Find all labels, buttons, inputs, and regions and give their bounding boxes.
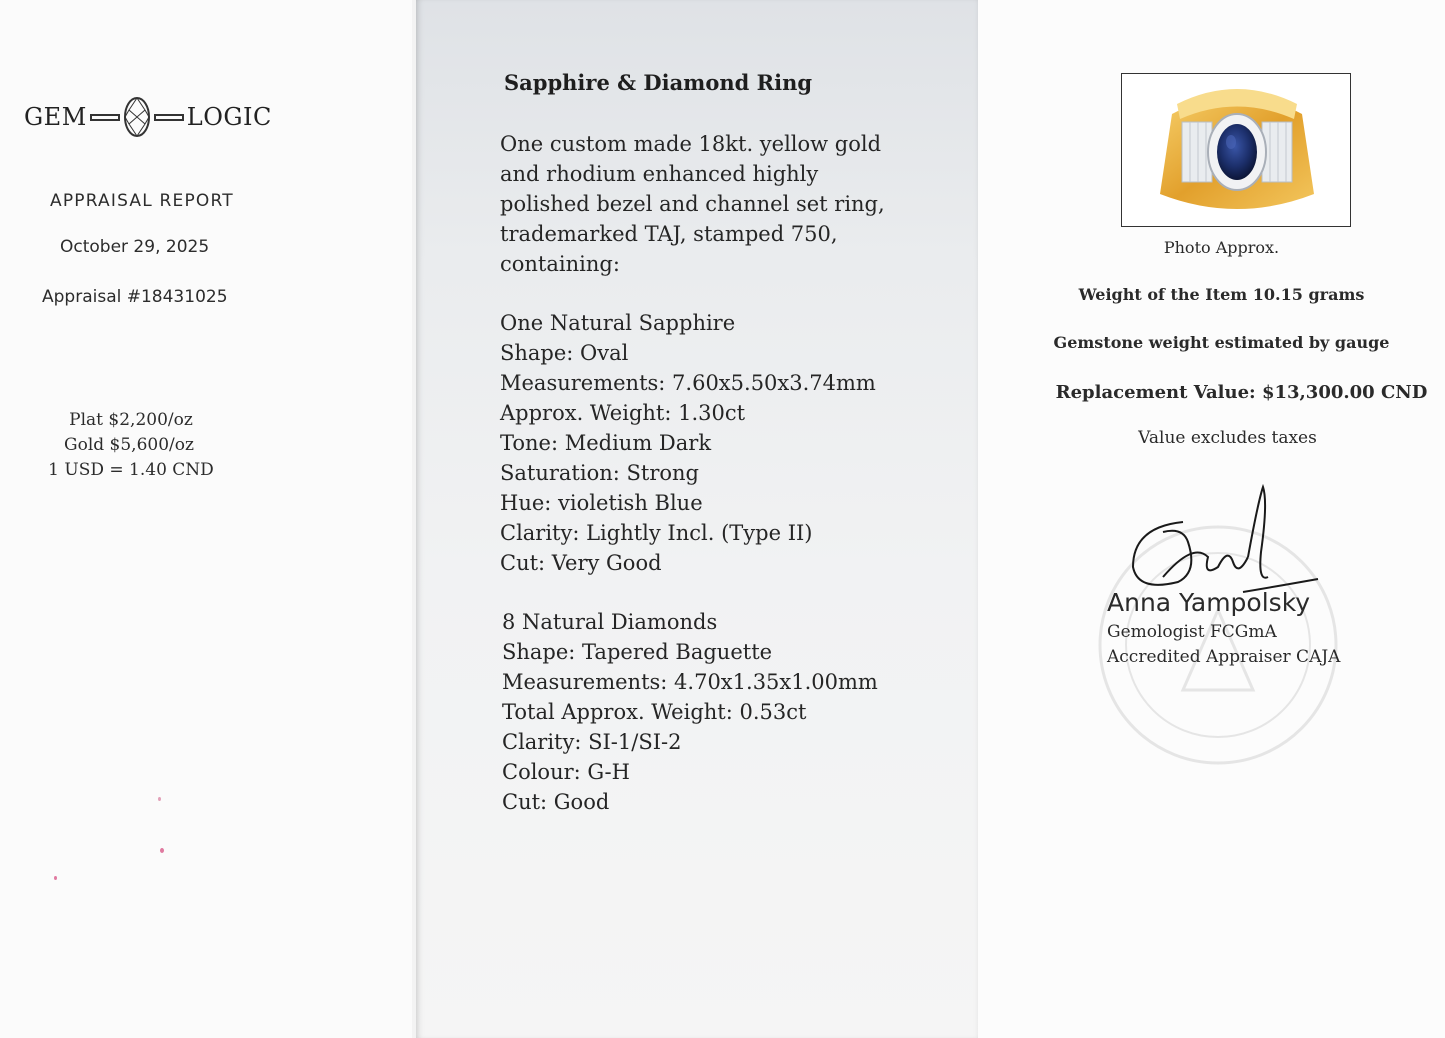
description-line: containing: — [500, 252, 620, 276]
sapphire-clarity: Clarity: Lightly Incl. (Type II) — [500, 521, 813, 545]
item-weight: Weight of the Item 10.15 grams — [1078, 285, 1365, 304]
tax-note: Value excludes taxes — [1138, 428, 1317, 448]
sapphire-weight: Approx. Weight: 1.30ct — [500, 401, 746, 425]
photo-caption: Photo Approx. — [1163, 238, 1280, 257]
logo-bar-left — [90, 114, 120, 121]
diamond-details — [502, 607, 878, 817]
diamond-clarity: Clarity: SI-1/SI-2 — [502, 730, 682, 754]
sapphire-heading: One Natural Sapphire — [500, 311, 736, 335]
gem-weight-note: Gemstone weight estimated by gauge — [1053, 333, 1390, 352]
appraiser-accreditation: Accredited Appraiser CAJA — [1107, 647, 1341, 667]
gold-rate: Gold $5,600/oz — [64, 435, 194, 455]
gem-logic-logo — [24, 96, 272, 138]
middle-panel — [412, 0, 986, 1038]
diamond-weight: Total Approx. Weight: 0.53ct — [502, 700, 807, 724]
diamond-heading: 8 Natural Diamonds — [502, 610, 718, 634]
currency-rate: 1 USD = 1.40 CND — [48, 460, 214, 480]
description-line: trademarked TAJ, stamped 750, — [500, 222, 838, 246]
diamond-cut: Cut: Good — [502, 790, 610, 814]
replacement-value: Replacement Value: $13,300.00 CND — [1055, 382, 1428, 403]
sapphire-hue: Hue: violetish Blue — [500, 491, 703, 515]
item-title: Sapphire & Diamond Ring — [504, 70, 813, 95]
appraiser-name: Anna Yampolsky — [1107, 588, 1311, 617]
diamond-measurements: Measurements: 4.70x1.35x1.00mm — [502, 670, 878, 694]
sapphire-shape: Shape: Oval — [500, 341, 629, 365]
diamond-colour: Colour: G-H — [502, 760, 630, 784]
sapphire-measurements: Measurements: 7.60x5.50x3.74mm — [500, 371, 876, 395]
item-description — [500, 129, 885, 279]
sapphire-cut: Cut: Very Good — [500, 551, 662, 575]
sapphire-details — [500, 308, 876, 578]
sapphire-saturation: Saturation: Strong — [500, 461, 699, 485]
appraiser-title: Gemologist FCGmA — [1107, 622, 1277, 642]
appraisal-number: Appraisal #18431025 — [42, 287, 228, 307]
description-line: One custom made 18kt. yellow gold — [500, 132, 882, 156]
description-line: and rhodium enhanced highly — [500, 162, 819, 186]
logo-text-gem: GEM — [24, 103, 87, 131]
platinum-rate: Plat $2,200/oz — [69, 410, 193, 430]
paper-speck — [160, 848, 164, 853]
paper-speck — [158, 797, 161, 801]
ring-photo — [1121, 73, 1351, 227]
diamond-shape: Shape: Tapered Baguette — [502, 640, 773, 664]
diamond-icon — [123, 96, 151, 138]
paper-speck — [54, 876, 57, 880]
logo-text-logic: LOGIC — [186, 103, 272, 131]
report-label: APPRAISAL REPORT — [50, 191, 234, 211]
ring-image — [1122, 74, 1351, 227]
left-panel — [0, 0, 412, 1038]
report-date: October 29, 2025 — [60, 237, 210, 257]
description-line: polished bezel and channel set ring, — [500, 192, 885, 216]
logo-bar-right — [154, 114, 184, 121]
sapphire-tone: Tone: Medium Dark — [500, 431, 712, 455]
right-panel — [978, 0, 1445, 1038]
